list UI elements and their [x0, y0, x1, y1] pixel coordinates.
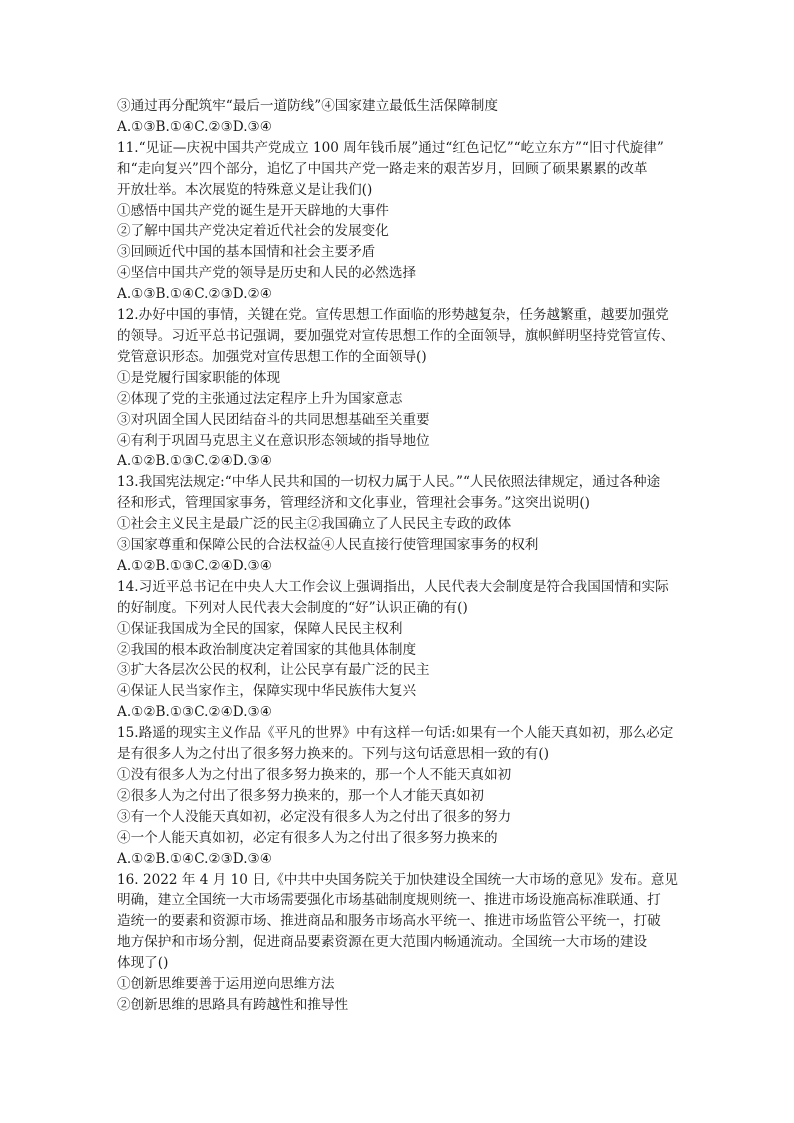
text-line: 11.“见证—庆祝中国共产党成立 100 周年钱币展”通过“红色记忆”“屹立东方”“旧寸代旋律” — [117, 139, 664, 156]
text-line: 明确，建立全国统一大市场需要强化市场基础制度规则统一、推进市场设施高标准联通、打 — [117, 892, 661, 909]
text-line: ④保证人民当家作主，保障实现中华民族伟大复兴 — [117, 683, 417, 700]
text-line: 造统一的要素和资源市场、推进商品和服务市场高水平统一、推进市场监管公平统一，打破 — [117, 913, 661, 930]
text-line: A.①③B.①④C.②③D.③④ — [117, 118, 272, 135]
text-line: ②了解中国共产党决定着近代社会的发展变化 — [117, 223, 389, 240]
text-line: 16. 2022 年 4 月 10 日,《中共中央国务院关于加快建设全国统一大市场的意见》发布。意见 — [117, 871, 678, 888]
text-line: 12.办好中国的事情，关键在党。宣传思想工作面临的形势越复杂，任务越繁重，越要加强党 — [117, 307, 669, 324]
text-line: 13.我国宪法规定:“中华人民共和国的一切权力属于人民。”“人民依照法律规定，通过各种途 — [117, 474, 661, 491]
text-line: ③对巩固全国人民团结奋斗的共同思想基础至关重要 — [117, 411, 430, 428]
text-line: ①创新思维要善于运用逆向思维方法 — [117, 976, 335, 993]
text-line: 的领导。习近平总书记强调，要加强党对宣传思想工作的全面领导，旗帜鲜明坚持党管宣传、 — [117, 327, 675, 344]
text-line: ①是党履行国家职能的体现 — [117, 369, 281, 386]
text-line: ①保证我国成为全民的国家，保障人民民主权利 — [117, 620, 403, 637]
text-line: 是有很多人为之付出了很多努力换来的。下列与这句话意思相一致的有() — [117, 746, 550, 763]
text-line: A.①②B.①③C.②④D.③④ — [117, 453, 272, 470]
text-line: A.①②B.①③C.②④D.③④ — [117, 704, 272, 721]
text-line: 开放壮举。本次展览的特殊意义是让我们() — [117, 181, 373, 198]
text-line: 党管意识形态。加强党对宣传思想工作的全面领导() — [117, 348, 427, 365]
text-line: 和“走向复兴”四个部分，追忆了中国共产党一路走来的艰苦岁月，回顾了硕果累累的改革 — [117, 160, 648, 177]
text-line: 14.习近平总书记在中央人大工作会议上强调指出，人民代表大会制度是符合我国国情和实际 — [117, 578, 669, 595]
text-line: ①没有很多人为之付出了很多努力换来的，那一个人不能天真如初 — [117, 767, 512, 783]
text-line: ③有一个人没能天真如初，必定没有很多人为之付出了很多的努力 — [117, 808, 512, 825]
text-line: ①社会主义民主是最广泛的民主②我国确立了人民民主专政的政体 — [117, 516, 512, 533]
text-line: ③通过再分配筑牢“最后一道防线”④国家建立最低生活保障制度 — [117, 98, 498, 114]
text-line: ④有利于巩固马克思主义在意识形态领域的指导地位 — [117, 432, 430, 449]
text-line: 15.路遥的现实主义作品《平凡的世界》中有这样一句话:如果有一个人能天真如初，那么必定 — [117, 725, 674, 742]
text-line: ①感悟中国共产党的诞生是开天辟地的大事件 — [117, 202, 389, 219]
text-line: A.①②B.①③C.②④D.③④ — [117, 557, 272, 574]
text-line: ③回顾近代中国的基本国情和社会主要矛盾 — [117, 244, 376, 261]
text-line: ④一个人能天真如初，必定有很多人为之付出了很多努力换来的 — [117, 829, 498, 846]
text-line: 体现了() — [117, 955, 169, 972]
text-line: 径和形式，管理国家事务，管理经济和文化事业，管理社会事务。”这突出说明() — [117, 495, 590, 512]
text-line: ②很多人为之付出了很多努力换来的，那一个人才能天真如初 — [117, 787, 485, 804]
text-line: 地方保护和市场分割，促进商品要素资源在更大范围内畅通流动。全国统一大市场的建设 — [117, 934, 648, 951]
text-line: ②创新思维的思路具有跨越性和推导性 — [117, 996, 349, 1013]
text-line: ②我国的根本政治制度决定着国家的其他具体制度 — [117, 641, 417, 658]
text-line: ②体现了党的主张通过法定程序上升为国家意志 — [117, 390, 403, 407]
text-line: ③国家尊重和保障公民的合法权益④人民直接行使管理国家事务的权利 — [117, 537, 539, 554]
text-line: 的好制度。下列对人民代表大会制度的“好”认识正确的有() — [117, 599, 468, 616]
document-page — [117, 96, 687, 1016]
text-line: A.①②B.①④C.②③D.③④ — [117, 850, 272, 867]
text-line: A.①③B.①④C.②③D.②④ — [117, 286, 272, 303]
text-line: ③扩大各层次公民的权利，让公民享有最广泛的民主 — [117, 662, 430, 679]
text-line: ④坚信中国共产党的领导是历史和人民的必然选择 — [117, 265, 417, 282]
